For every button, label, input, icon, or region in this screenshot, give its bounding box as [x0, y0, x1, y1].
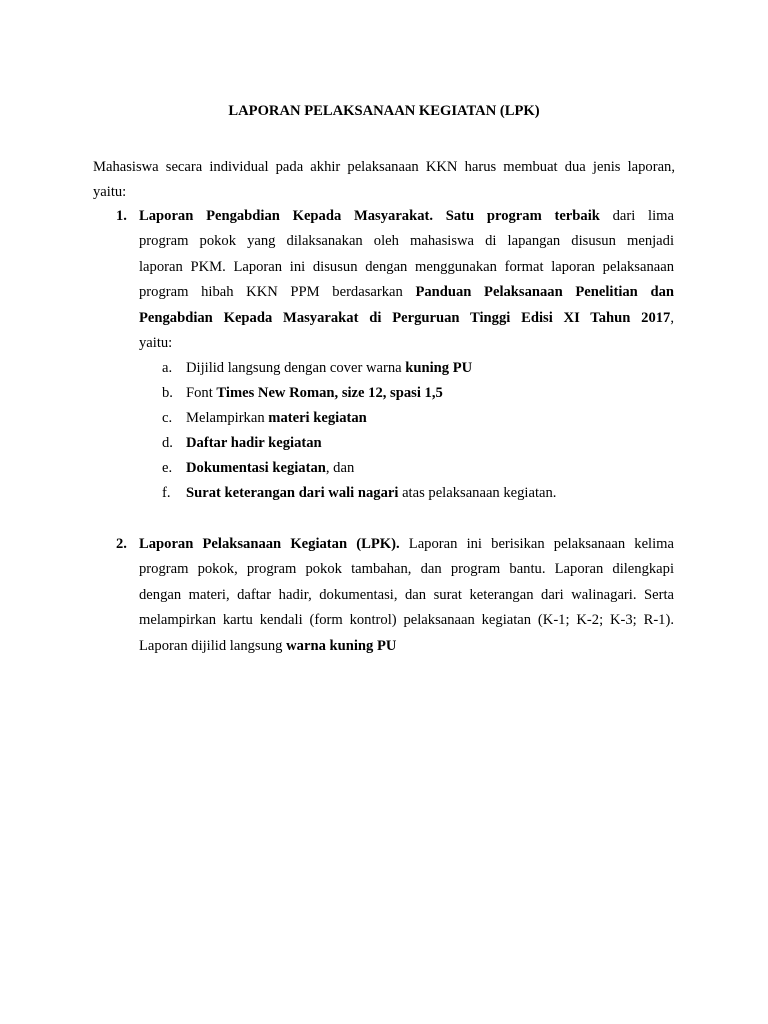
subitem-d-marker: d.: [162, 435, 173, 451]
item-1-line-2: program pokok yang dilaksanakan oleh mahasiswa di lapangan disusun menjadi: [139, 233, 674, 250]
item-1-line-3: laporan PKM. Laporan ini disusun dengan menggunakan format laporan pelaksanaan: [139, 258, 674, 275]
subitem-e: [186, 456, 354, 481]
item-1-line-4-text: program hibah KKN PPM berdasarkan: [139, 284, 416, 301]
item-2-line-5-text: Laporan dijilid langsung: [139, 637, 287, 654]
item-2-line-5-bold: warna kuning PU: [286, 637, 397, 654]
subitem-d-bold: Daftar hadir kegiatan: [186, 435, 322, 451]
item-2-number: 2.: [116, 536, 127, 552]
intro-line-2: yaitu:: [93, 184, 127, 201]
item-1-number: 1.: [116, 208, 127, 224]
subitem-c-bold: materi kegiatan: [268, 410, 367, 426]
item-2-line-4: melampirkan kartu kendali (form kontrol) pelaksanaan kegiatan (K-1; K-2; K-3; R-1).: [139, 612, 674, 629]
subitem-b-marker: b.: [162, 385, 173, 401]
item-1-line-1: [139, 204, 674, 229]
subitem-c-text: Melampirkan: [186, 410, 269, 426]
subitem-b-bold: Times New Roman, size 12, spasi 1,5: [216, 385, 443, 401]
item-1-line-5-comma: ,: [670, 309, 674, 326]
item-1-text-1: dari lima: [599, 208, 674, 224]
item-2-line-2: program pokok, program pokok tambahan, dan program bantu. Laporan dilengkapi: [139, 561, 674, 578]
subitem-c-marker: c.: [162, 410, 173, 426]
subitem-a-bold: kuning PU: [405, 360, 473, 376]
item-1-guide-title-part-1: Panduan Pelaksanaan Penelitian dan: [415, 284, 674, 301]
subitem-b-text: Font: [186, 385, 217, 401]
item-2-line-5: [139, 634, 674, 659]
subitem-e-marker: e.: [162, 460, 173, 476]
subitem-b: [186, 381, 443, 406]
subitem-f-marker: f.: [162, 485, 171, 501]
item-2-body: [139, 532, 674, 659]
item-1-line-5: [139, 306, 674, 331]
item-2-text-1: Laporan ini berisikan pelaksanaan kelima: [399, 536, 674, 552]
item-2-line-3: dengan materi, daftar hadir, dokumentasi, dan surat keterangan dari walinagari. Serta: [139, 586, 674, 603]
item-1-body: [139, 204, 674, 356]
subitem-d: [186, 431, 322, 456]
subitem-f-post: atas pelaksanaan kegiatan.: [398, 485, 557, 501]
item-2-heading: Laporan Pelaksanaan Kegiatan (LPK).: [139, 536, 400, 552]
document-title: LAPORAN PELAKSANAAN KEGIATAN (LPK): [228, 103, 540, 119]
subitem-e-bold: Dokumentasi kegiatan: [186, 460, 326, 476]
subitem-e-post: , dan: [325, 460, 355, 476]
item-2-line-1: [139, 532, 674, 557]
item-1-guide-title-part-2: Pengabdian Kepada Masyarakat di Perguruan Tinggi Edisi XI Tahun 2017: [139, 309, 671, 326]
item-1-line-6: yaitu:: [139, 334, 173, 351]
intro-line-1: Mahasiswa secara individual pada akhir pelaksanaan KKN harus membuat dua jenis laporan,: [93, 159, 675, 175]
subitem-c: [186, 406, 367, 431]
subitem-a-text: Dijilid langsung dengan cover warna: [186, 360, 406, 376]
subitem-a: [186, 356, 472, 381]
item-1-line-4: [139, 280, 674, 305]
item-1-highlight: Satu program terbaik: [445, 208, 600, 224]
subitem-a-marker: a.: [162, 360, 173, 376]
subitem-f: [186, 481, 556, 506]
subitem-f-bold: Surat keterangan dari wali nagari: [186, 485, 399, 501]
intro-paragraph: [93, 155, 675, 206]
item-1-heading: Laporan Pengabdian Kepada Masyarakat.: [139, 208, 434, 224]
